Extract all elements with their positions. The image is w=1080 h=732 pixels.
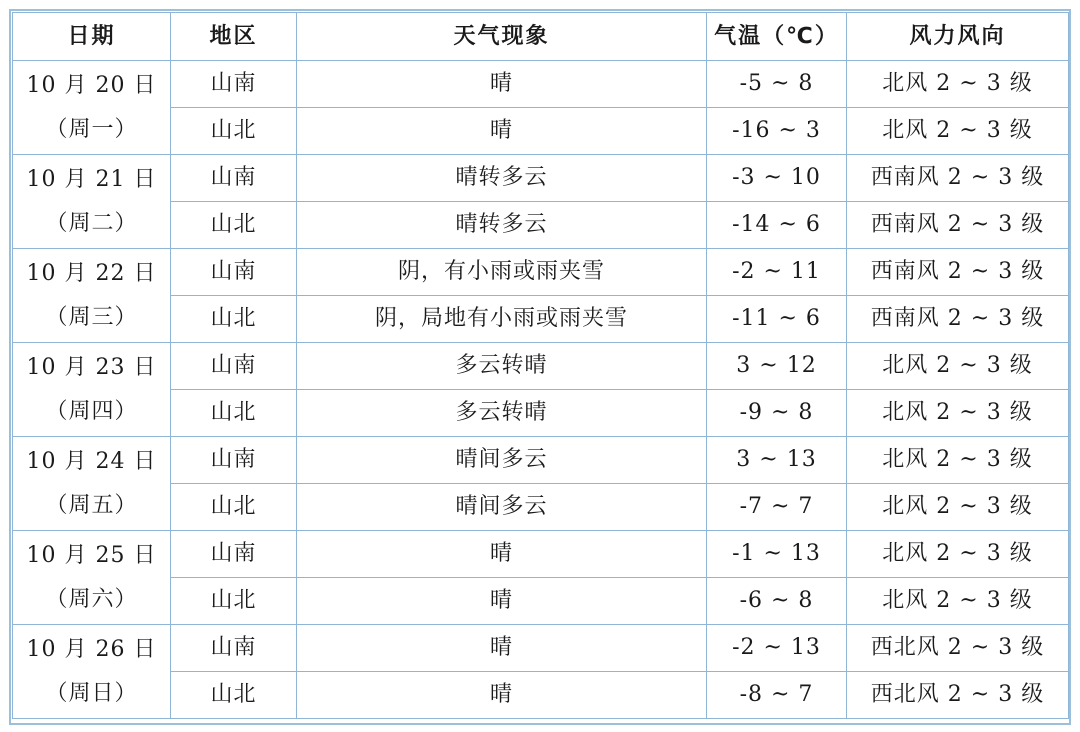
- weather-cell: [297, 61, 707, 108]
- weather-cell-text: 晴: [489, 635, 513, 660]
- wind-cell: [847, 155, 1069, 202]
- header-row: [13, 13, 1069, 61]
- temperature-cell: [707, 155, 847, 202]
- table-row: [13, 390, 1069, 437]
- weekday-text: （周四）: [45, 398, 138, 424]
- date-text: 10 月 26 日: [26, 636, 157, 662]
- weather-cell: [297, 155, 707, 202]
- date-text: 10 月 20 日: [26, 72, 157, 98]
- wind-cell-text: 西北风 2 ~ 3 级: [870, 635, 1045, 660]
- wind-cell-text: 北风 2 ~ 3 级: [882, 353, 1033, 378]
- weather-cell: [297, 672, 707, 719]
- weekday-text: （周五）: [45, 492, 138, 518]
- region-cell: [171, 625, 297, 672]
- wind-cell: [847, 484, 1069, 531]
- wind-cell: [847, 625, 1069, 672]
- temperature-cell-text: -7 ~ 7: [739, 494, 814, 519]
- temperature-cell: [707, 249, 847, 296]
- header-region: 地区: [171, 13, 297, 61]
- temperature-cell-text: 3 ~ 13: [736, 447, 817, 472]
- table-row: [13, 343, 1069, 390]
- wind-cell-text: 西南风 2 ~ 3 级: [870, 212, 1045, 237]
- weather-cell: [297, 108, 707, 155]
- wind-cell-text: 北风 2 ~ 3 级: [882, 494, 1033, 519]
- weather-cell-text: 晴间多云: [455, 447, 548, 472]
- temperature-cell: [707, 390, 847, 437]
- weather-cell-text: 多云转晴: [455, 400, 548, 425]
- region-cell-text: 山北: [210, 588, 257, 613]
- wind-cell-text: 北风 2 ~ 3 级: [882, 541, 1033, 566]
- date-cell: [13, 61, 171, 155]
- region-cell: [171, 484, 297, 531]
- temperature-cell-text: -3 ~ 10: [732, 165, 821, 190]
- weather-cell: [297, 343, 707, 390]
- temperature-cell-text: -16 ~ 3: [732, 118, 821, 143]
- temperature-cell-text: -9 ~ 8: [739, 400, 814, 425]
- wind-cell: [847, 343, 1069, 390]
- table-row: [13, 672, 1069, 719]
- wind-cell: [847, 296, 1069, 343]
- date-cell: [13, 343, 171, 437]
- wind-cell-text: 北风 2 ~ 3 级: [882, 588, 1033, 613]
- region-cell-text: 山北: [210, 306, 257, 331]
- date-text: 10 月 21 日: [26, 166, 157, 192]
- region-cell-text: 山北: [210, 118, 257, 143]
- wind-cell-text: 西南风 2 ~ 3 级: [870, 165, 1045, 190]
- table-row: [13, 437, 1069, 484]
- temperature-cell-text: -1 ~ 13: [732, 541, 821, 566]
- wind-cell: [847, 61, 1069, 108]
- wind-cell: [847, 531, 1069, 578]
- date-text: 10 月 24 日: [26, 448, 157, 474]
- wind-cell: [847, 390, 1069, 437]
- weather-cell-text: 晴: [489, 118, 513, 143]
- temperature-cell-text: -2 ~ 13: [732, 635, 821, 660]
- temperature-cell: [707, 484, 847, 531]
- weather-cell-text: 晴转多云: [455, 212, 548, 237]
- date-text: 10 月 22 日: [26, 260, 157, 286]
- weather-cell-text: 阴，有小雨或雨夹雪: [397, 259, 605, 284]
- wind-cell-text: 西南风 2 ~ 3 级: [870, 306, 1045, 331]
- temperature-cell-text: -8 ~ 7: [739, 682, 814, 707]
- weather-cell: [297, 390, 707, 437]
- region-cell: [171, 531, 297, 578]
- region-cell-text: 山北: [210, 494, 257, 519]
- temperature-cell: [707, 437, 847, 484]
- temperature-cell: [707, 531, 847, 578]
- date-text: 10 月 23 日: [26, 354, 157, 380]
- temperature-cell-text: 3 ~ 12: [736, 353, 817, 378]
- weekday-text: （周三）: [45, 304, 138, 330]
- wind-cell-text: 西南风 2 ~ 3 级: [870, 259, 1045, 284]
- wind-cell: [847, 672, 1069, 719]
- table-row: [13, 249, 1069, 296]
- table-row: [13, 296, 1069, 343]
- table-row: [13, 578, 1069, 625]
- weather-cell: [297, 531, 707, 578]
- region-cell: [171, 249, 297, 296]
- region-cell: [171, 296, 297, 343]
- date-cell: [13, 155, 171, 249]
- weekday-text: （周一）: [45, 116, 138, 142]
- temperature-cell: [707, 61, 847, 108]
- date-text: 10 月 25 日: [26, 542, 157, 568]
- table-header: [13, 13, 1069, 61]
- weather-cell: [297, 625, 707, 672]
- table-row: [13, 108, 1069, 155]
- header-weather: 天气现象: [297, 13, 707, 61]
- date-cell: [13, 437, 171, 531]
- wind-cell: [847, 437, 1069, 484]
- region-cell-text: 山南: [210, 541, 257, 566]
- temperature-cell: [707, 108, 847, 155]
- region-cell: [171, 202, 297, 249]
- weekday-text: （周二）: [45, 210, 138, 236]
- region-cell: [171, 343, 297, 390]
- weather-cell-text: 多云转晴: [455, 353, 548, 378]
- weekday-text: （周六）: [45, 586, 138, 612]
- region-cell-text: 山南: [210, 447, 257, 472]
- temperature-cell-text: -6 ~ 8: [739, 588, 814, 613]
- wind-cell: [847, 202, 1069, 249]
- region-cell: [171, 155, 297, 202]
- table-row: [13, 155, 1069, 202]
- region-cell: [171, 108, 297, 155]
- temperature-cell: [707, 296, 847, 343]
- region-cell-text: 山北: [210, 400, 257, 425]
- region-cell-text: 山南: [210, 71, 257, 96]
- table-body: [13, 61, 1069, 719]
- date-cell: [13, 531, 171, 625]
- weather-cell: [297, 437, 707, 484]
- temperature-cell: [707, 578, 847, 625]
- weather-cell-text: 晴: [489, 541, 513, 566]
- region-cell-text: 山北: [210, 212, 257, 237]
- wind-cell: [847, 578, 1069, 625]
- wind-cell: [847, 108, 1069, 155]
- table-row: [13, 531, 1069, 578]
- temperature-cell-text: -5 ~ 8: [739, 71, 814, 96]
- wind-cell-text: 西北风 2 ~ 3 级: [870, 682, 1045, 707]
- region-cell: [171, 672, 297, 719]
- weather-cell: [297, 578, 707, 625]
- temperature-cell-text: -14 ~ 6: [732, 212, 821, 237]
- temperature-cell: [707, 672, 847, 719]
- wind-cell-text: 北风 2 ~ 3 级: [882, 118, 1033, 143]
- temperature-cell-text: -11 ~ 6: [732, 306, 821, 331]
- weather-cell-text: 晴: [489, 682, 513, 707]
- weather-cell: [297, 249, 707, 296]
- weather-cell-text: 晴: [489, 588, 513, 613]
- wind-cell-text: 北风 2 ~ 3 级: [882, 400, 1033, 425]
- region-cell-text: 山南: [210, 353, 257, 378]
- header-wind: 风力风向: [847, 13, 1069, 61]
- temperature-cell: [707, 202, 847, 249]
- table-row: [13, 625, 1069, 672]
- weather-cell: [297, 202, 707, 249]
- weekday-text: （周日）: [45, 680, 138, 706]
- weather-cell: [297, 484, 707, 531]
- wind-cell-text: 北风 2 ~ 3 级: [882, 71, 1033, 96]
- region-cell-text: 山南: [210, 259, 257, 284]
- weather-cell-text: 晴转多云: [455, 165, 548, 190]
- region-cell-text: 山南: [210, 635, 257, 660]
- region-cell: [171, 390, 297, 437]
- temperature-cell: [707, 625, 847, 672]
- weather-cell-text: 晴: [489, 71, 513, 96]
- wind-cell: [847, 249, 1069, 296]
- date-cell: [13, 249, 171, 343]
- weather-cell-text: 晴间多云: [455, 494, 548, 519]
- temperature-cell-text: -2 ~ 11: [732, 259, 821, 284]
- table-row: [13, 484, 1069, 531]
- header-temp: 气温（℃）: [707, 13, 847, 61]
- weather-cell-text: 阴，局地有小雨或雨夹雪: [374, 306, 628, 331]
- region-cell-text: 山南: [210, 165, 257, 190]
- table-row: [13, 61, 1069, 108]
- region-cell-text: 山北: [210, 682, 257, 707]
- weather-cell: [297, 296, 707, 343]
- table-row: [13, 202, 1069, 249]
- weather-forecast-table: [12, 12, 1069, 719]
- header-date: 日期: [13, 13, 171, 61]
- region-cell: [171, 437, 297, 484]
- region-cell: [171, 578, 297, 625]
- wind-cell-text: 北风 2 ~ 3 级: [882, 447, 1033, 472]
- region-cell: [171, 61, 297, 108]
- temperature-cell: [707, 343, 847, 390]
- date-cell: [13, 625, 171, 719]
